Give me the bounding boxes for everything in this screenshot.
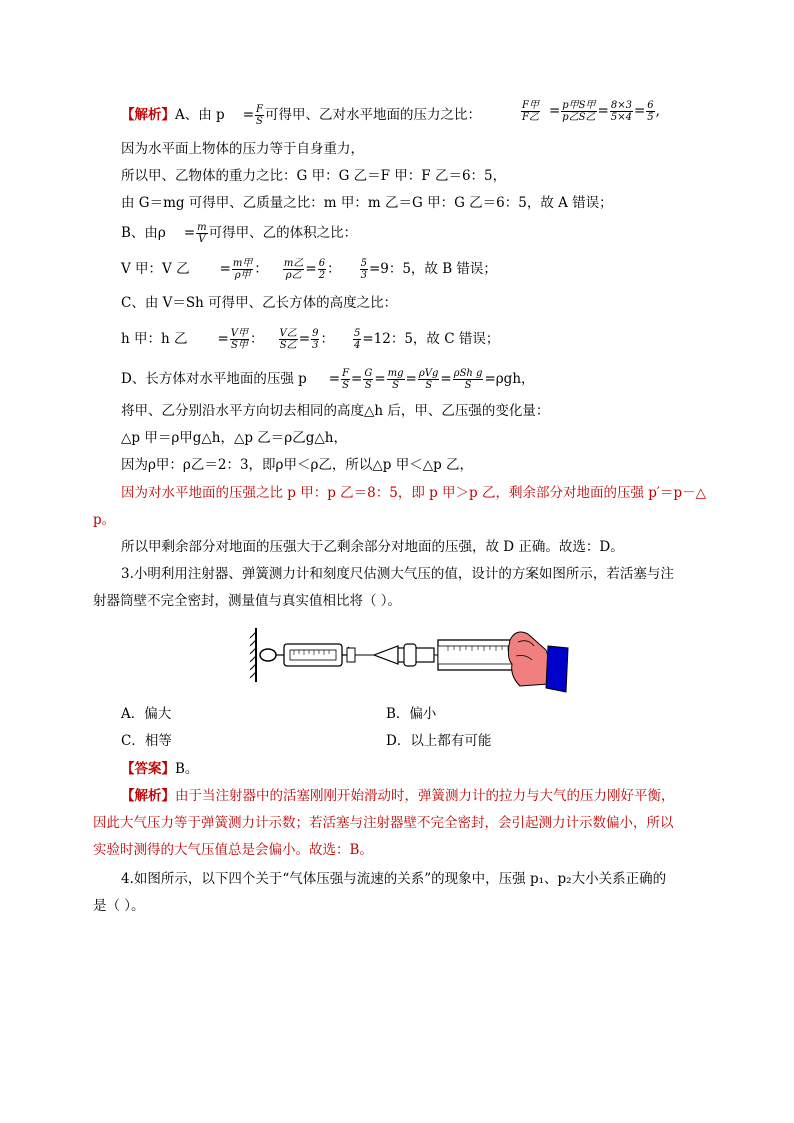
analysis-line-5: B、由ρ = $\frac{m}{V}$ 可得甲、乙的体积之比： (121, 222, 358, 245)
analysis-line-1: 【解析】A、由 p = $\frac{F}{S}$ 可得甲、乙对水平地面的压力之比： (121, 104, 481, 127)
analysis-line-12: 因为ρ甲：ρ乙＝2：3，即ρ甲＜ρ乙，所以△p 甲＜△p 乙， (121, 457, 474, 473)
option-d[interactable]: D．以上都有可能 (386, 733, 492, 749)
analysis-line-10: 将甲、乙分别沿水平方向切去相同的高度△h 后，甲、乙压强的变化量： (121, 403, 550, 419)
fraction-F-over-S: $\frac{F}{S}$ (256, 104, 263, 127)
question3-stem-2: 射器筒壁不完全密封，测量值与真实值相比将（ ）。 (93, 593, 402, 609)
answer-value: B。 (175, 761, 199, 777)
option-b[interactable]: B．偏小 (386, 706, 437, 722)
question3-analysis-2: 因此大气压力等于弹簧测力计示数；若活塞与注射器壁不完全密封，会引起测力计示数偏小，所以 (93, 815, 674, 831)
analysis-line-13: 因为对水平地面的压强之比 p 甲：p 乙＝8：5，即 p 甲＞p 乙，剩余部分对地面的压强 p′＝p－△ (121, 485, 707, 501)
analysis-line-4: 由 G＝mg 可得甲、乙质量之比：m 甲：m 乙＝G 甲：G 乙＝6：5，故 A 错误； (121, 195, 613, 211)
question3-analysis-1: 【解析】由于当注射器中的活塞刚刚开始滑动时，弹簧测力计的拉力与大气的压力刚好平衡， (121, 788, 675, 804)
question3-stem-1: 3.小明利用注射器、弹簧测力计和刻度尺估测大气压的值，设计的方案如图所示，若活塞与注 (121, 566, 674, 582)
analysis-line-8: h 甲：h 乙 = $\frac{\text{V甲}}{\text{S甲}}$ ： $\frac{\text{V乙}}{\text{S乙}}$ = $\frac{9}{3}$ ： $\frac{5}{4}$ =12：5，故 C 错误； (121, 328, 500, 351)
syringe-experiment-figure (248, 620, 578, 700)
analysis-line-15: 所以甲剩余部分对地面的压强大于乙剩余部分对地面的压强，故 D 正确。故选：D。 (121, 539, 624, 555)
analysis-line-6: V 甲：V 乙 = $\frac{\text{m甲}}{\text{ρ甲}}$ ： $\frac{\text{m乙}}{\text{ρ乙}}$ = $\frac{6}{2}$ ： $\frac{5}{3}$ =9：5，故 B 错误； (121, 258, 497, 281)
question3-analysis-3: 实验时测得的大气压值总是会偏小。故选：B。 (93, 842, 373, 858)
question4-stem-2: 是（ ）。 (93, 898, 145, 914)
question4-stem-1: 4.如图所示，以下四个关于“气体压强与流速的关系”的现象中，压强 p₁、p₂大小关系正确的 (121, 871, 667, 887)
option-a[interactable]: A．偏大 (121, 706, 172, 722)
analysis-line-3: 所以甲、乙物体的重力之比：G 甲：G 乙＝F 甲：F 乙＝6：5， (121, 168, 507, 184)
answer-line (121, 760, 198, 778)
analysis-tag: 【解析】 (121, 107, 175, 123)
analysis-line-7: C、由 V＝Sh 可得甲、乙长方体的高度之比： (121, 295, 398, 311)
analysis-line-14: p。 (93, 512, 116, 528)
analysis-line-1-ratio: $\frac{\text{F甲}}{\text{F乙}}$ = $\frac{\text{p甲S甲}}{\text{p乙S乙}}$ = $\frac{8\times 3}{5\times 4}$ = $\frac{6}{5}$ , (522, 100, 660, 123)
answer-tag: 【答案】 (121, 761, 175, 777)
analysis-line-9: D、长方体对水平地面的压强 p = $\frac{F}{S}$ = $\frac{G}{S}$ = $\frac{mg}{S}$ = $\frac{\text{ρVg}}{S}$ = $\frac{\text{ρSh g}}{S}$ =ρgh， (121, 368, 535, 391)
analysis-line-2: 因为水平面上物体的压力等于自身重力， (121, 141, 364, 157)
option-c[interactable]: C．相等 (121, 733, 172, 749)
analysis-line-11: △p 甲＝ρ甲g△h，△p 乙＝ρ乙g△h， (121, 430, 347, 446)
